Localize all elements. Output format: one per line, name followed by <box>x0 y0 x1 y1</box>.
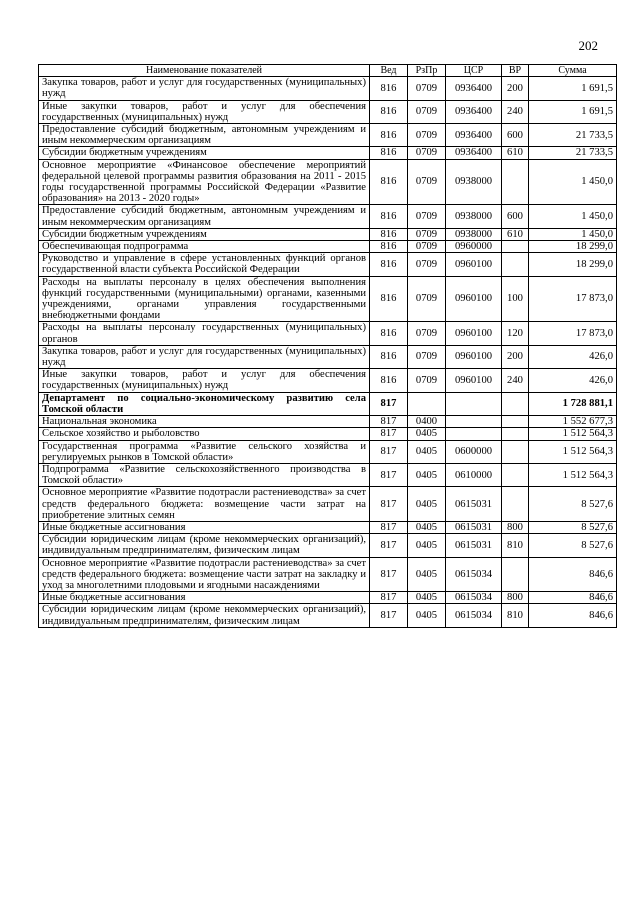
table-row <box>39 592 617 604</box>
cell-csr: 0936400 <box>446 124 502 147</box>
cell-name: Иные закупки товаров, работ и услуг для обеспечения государственных (муниципальных) нужд <box>39 100 370 123</box>
cell-csr: 0938000 <box>446 159 502 205</box>
cell-rzpr: 0405 <box>408 534 446 557</box>
table-row <box>39 253 617 276</box>
cell-ved: 817 <box>370 534 408 557</box>
cell-sum: 1 450,0 <box>529 159 617 205</box>
cell-sum: 21 733,5 <box>529 147 617 159</box>
cell-name: Закупка товаров, работ и услуг для государственных (муниципальных) нужд <box>39 77 370 100</box>
table-row <box>39 100 617 123</box>
cell-rzpr: 0709 <box>408 241 446 253</box>
cell-ved: 817 <box>370 416 408 428</box>
cell-vr <box>502 159 529 205</box>
cell-rzpr: 0709 <box>408 147 446 159</box>
cell-vr: 600 <box>502 124 529 147</box>
cell-name: Национальная экономика <box>39 416 370 428</box>
cell-vr: 810 <box>502 534 529 557</box>
cell-vr: 800 <box>502 521 529 533</box>
table-row <box>39 228 617 240</box>
cell-vr <box>502 392 529 415</box>
cell-vr: 200 <box>502 345 529 368</box>
cell-rzpr: 0709 <box>408 100 446 123</box>
cell-sum: 846,6 <box>529 592 617 604</box>
cell-vr <box>502 416 529 428</box>
cell-ved: 816 <box>370 147 408 159</box>
cell-rzpr: 0709 <box>408 369 446 392</box>
cell-ved: 817 <box>370 392 408 415</box>
cell-rzpr: 0405 <box>408 557 446 592</box>
cell-csr: 0960100 <box>446 276 502 322</box>
cell-rzpr: 0405 <box>408 487 446 522</box>
cell-name: Сельское хозяйство и рыболовство <box>39 428 370 440</box>
cell-ved: 816 <box>370 124 408 147</box>
table-row <box>39 77 617 100</box>
cell-name: Подпрограмма «Развитие сельскохозяйственного производства в Томской области» <box>39 463 370 486</box>
cell-csr: 0615031 <box>446 521 502 533</box>
cell-name: Основное мероприятие «Финансовое обеспечение мероприятий федеральной целевой программы развития образования на 2011 - 2015 годы государственной программы Российской Федерации «Развитие образования» на 2013 - 2020 годы» <box>39 159 370 205</box>
cell-ved: 817 <box>370 592 408 604</box>
cell-name: Закупка товаров, работ и услуг для государственных (муниципальных) нужд <box>39 345 370 368</box>
cell-sum: 8 527,6 <box>529 534 617 557</box>
cell-sum: 426,0 <box>529 345 617 368</box>
table-row <box>39 487 617 522</box>
cell-name: Руководство и управление в сфере установленных функций органов государственной власти субъекта Российской Федерации <box>39 253 370 276</box>
table-row <box>39 463 617 486</box>
cell-name: Государственная программа «Развитие сельского хозяйства и регулируемых рынков в Томской области» <box>39 440 370 463</box>
cell-sum: 846,6 <box>529 557 617 592</box>
table-row <box>39 440 617 463</box>
cell-rzpr: 0709 <box>408 159 446 205</box>
cell-sum: 21 733,5 <box>529 124 617 147</box>
cell-ved: 817 <box>370 557 408 592</box>
cell-vr: 610 <box>502 147 529 159</box>
cell-sum: 17 873,0 <box>529 276 617 322</box>
cell-csr: 0615034 <box>446 557 502 592</box>
table-row <box>39 124 617 147</box>
cell-sum: 846,6 <box>529 604 617 627</box>
cell-rzpr: 0405 <box>408 428 446 440</box>
header-ved: Вед <box>370 65 408 77</box>
cell-csr: 0960100 <box>446 345 502 368</box>
table-row <box>39 276 617 322</box>
cell-csr: 0615034 <box>446 592 502 604</box>
cell-csr: 0936400 <box>446 147 502 159</box>
cell-name: Иные бюджетные ассигнования <box>39 592 370 604</box>
cell-csr: 0960100 <box>446 322 502 345</box>
cell-csr: 0615031 <box>446 534 502 557</box>
cell-vr <box>502 463 529 486</box>
cell-vr: 120 <box>502 322 529 345</box>
cell-vr: 100 <box>502 276 529 322</box>
table-row <box>39 205 617 228</box>
cell-ved: 816 <box>370 241 408 253</box>
table-body <box>39 77 617 628</box>
cell-csr: 0936400 <box>446 100 502 123</box>
cell-ved: 816 <box>370 276 408 322</box>
table-row <box>39 604 617 627</box>
cell-vr <box>502 487 529 522</box>
table-row <box>39 159 617 205</box>
table-row <box>39 345 617 368</box>
cell-sum: 1 728 881,1 <box>529 392 617 415</box>
cell-name: Обеспечивающая подпрограмма <box>39 241 370 253</box>
cell-rzpr: 0405 <box>408 463 446 486</box>
cell-name: Расходы на выплаты персоналу государственных (муниципальных) органов <box>39 322 370 345</box>
table-row <box>39 147 617 159</box>
table-row <box>39 369 617 392</box>
cell-vr <box>502 440 529 463</box>
cell-rzpr <box>408 392 446 415</box>
cell-csr: 0615034 <box>446 604 502 627</box>
cell-csr: 0610000 <box>446 463 502 486</box>
cell-vr: 800 <box>502 592 529 604</box>
cell-ved: 816 <box>370 159 408 205</box>
cell-ved: 816 <box>370 205 408 228</box>
header-sum: Сумма <box>529 65 617 77</box>
table-row <box>39 416 617 428</box>
cell-ved: 817 <box>370 604 408 627</box>
cell-name: Субсидии юридическим лицам (кроме некоммерческих организаций), индивидуальным предпринимателям, физическим лицам <box>39 534 370 557</box>
cell-vr: 600 <box>502 205 529 228</box>
cell-csr <box>446 392 502 415</box>
cell-sum: 1 691,5 <box>529 100 617 123</box>
cell-name: Расходы на выплаты персоналу в целях обеспечения выполнения функций государственными (муниципальными) органами, казенными учреждениями, органами управления государственными внебюджетными фондами <box>39 276 370 322</box>
cell-vr <box>502 241 529 253</box>
cell-csr: 0938000 <box>446 205 502 228</box>
cell-sum: 17 873,0 <box>529 322 617 345</box>
cell-rzpr: 0709 <box>408 322 446 345</box>
cell-ved: 817 <box>370 521 408 533</box>
header-rzpr: РзПр <box>408 65 446 77</box>
cell-rzpr: 0405 <box>408 592 446 604</box>
cell-ved: 816 <box>370 322 408 345</box>
cell-vr <box>502 428 529 440</box>
cell-vr: 610 <box>502 228 529 240</box>
cell-rzpr: 0405 <box>408 440 446 463</box>
cell-sum: 18 299,0 <box>529 241 617 253</box>
budget-table <box>38 64 617 628</box>
cell-name: Субсидии юридическим лицам (кроме некоммерческих организаций), индивидуальным предпринимателям, физическим лицам <box>39 604 370 627</box>
cell-name: Департамент по социально-экономическому развитию села Томской области <box>39 392 370 415</box>
table-row <box>39 392 617 415</box>
cell-rzpr: 0400 <box>408 416 446 428</box>
cell-rzpr: 0709 <box>408 276 446 322</box>
cell-sum: 1 450,0 <box>529 205 617 228</box>
cell-name: Предоставление субсидий бюджетным, автономным учреждениям и иным некоммерческим организациям <box>39 124 370 147</box>
table-row <box>39 557 617 592</box>
cell-ved: 817 <box>370 463 408 486</box>
cell-csr: 0960100 <box>446 369 502 392</box>
cell-rzpr: 0709 <box>408 253 446 276</box>
cell-ved: 817 <box>370 428 408 440</box>
cell-csr: 0960100 <box>446 253 502 276</box>
cell-rzpr: 0709 <box>408 345 446 368</box>
cell-sum: 1 512 564,3 <box>529 463 617 486</box>
cell-name: Субсидии бюджетным учреждениям <box>39 228 370 240</box>
cell-csr: 0936400 <box>446 77 502 100</box>
header-name: Наименование показателей <box>39 65 370 77</box>
cell-csr: 0960000 <box>446 241 502 253</box>
cell-sum: 1 512 564,3 <box>529 440 617 463</box>
cell-name: Основное мероприятие «Развитие подотрасли растениеводства» за счет средств федерального бюджета: возмещение части затрат на приобретение элитных семян <box>39 487 370 522</box>
cell-sum: 8 527,6 <box>529 487 617 522</box>
cell-rzpr: 0709 <box>408 124 446 147</box>
table-row <box>39 241 617 253</box>
header-csr: ЦСР <box>446 65 502 77</box>
cell-name: Иные бюджетные ассигнования <box>39 521 370 533</box>
cell-name: Основное мероприятие «Развитие подотрасли растениеводства» за счет средств федерального бюджета: возмещение части затрат на закладку и уход за многолетними плодовыми и ягодными насаждениями <box>39 557 370 592</box>
cell-ved: 816 <box>370 345 408 368</box>
cell-sum: 1 552 677,3 <box>529 416 617 428</box>
cell-rzpr: 0405 <box>408 604 446 627</box>
cell-ved: 816 <box>370 253 408 276</box>
cell-rzpr: 0709 <box>408 205 446 228</box>
cell-ved: 816 <box>370 369 408 392</box>
cell-csr: 0938000 <box>446 228 502 240</box>
cell-csr <box>446 428 502 440</box>
cell-name: Предоставление субсидий бюджетным, автономным учреждениям и иным некоммерческим организациям <box>39 205 370 228</box>
cell-vr <box>502 253 529 276</box>
table-row <box>39 428 617 440</box>
cell-sum: 426,0 <box>529 369 617 392</box>
cell-rzpr: 0709 <box>408 228 446 240</box>
cell-name: Иные закупки товаров, работ и услуг для обеспечения государственных (муниципальных) нужд <box>39 369 370 392</box>
cell-vr: 810 <box>502 604 529 627</box>
cell-vr <box>502 557 529 592</box>
cell-sum: 1 450,0 <box>529 228 617 240</box>
table-row <box>39 534 617 557</box>
cell-ved: 816 <box>370 100 408 123</box>
cell-vr: 200 <box>502 77 529 100</box>
cell-rzpr: 0709 <box>408 77 446 100</box>
header-vr: ВР <box>502 65 529 77</box>
cell-sum: 1 691,5 <box>529 77 617 100</box>
table-row <box>39 521 617 533</box>
cell-name: Субсидии бюджетным учреждениям <box>39 147 370 159</box>
cell-ved: 816 <box>370 77 408 100</box>
cell-ved: 817 <box>370 440 408 463</box>
cell-csr <box>446 416 502 428</box>
table-row <box>39 322 617 345</box>
table-header-row <box>39 65 617 77</box>
cell-csr: 0615031 <box>446 487 502 522</box>
cell-sum: 8 527,6 <box>529 521 617 533</box>
cell-csr: 0600000 <box>446 440 502 463</box>
cell-ved: 816 <box>370 228 408 240</box>
cell-sum: 1 512 564,3 <box>529 428 617 440</box>
cell-vr: 240 <box>502 369 529 392</box>
cell-sum: 18 299,0 <box>529 253 617 276</box>
cell-rzpr: 0405 <box>408 521 446 533</box>
page-number: 202 <box>578 38 598 53</box>
cell-ved: 817 <box>370 487 408 522</box>
cell-vr: 240 <box>502 100 529 123</box>
